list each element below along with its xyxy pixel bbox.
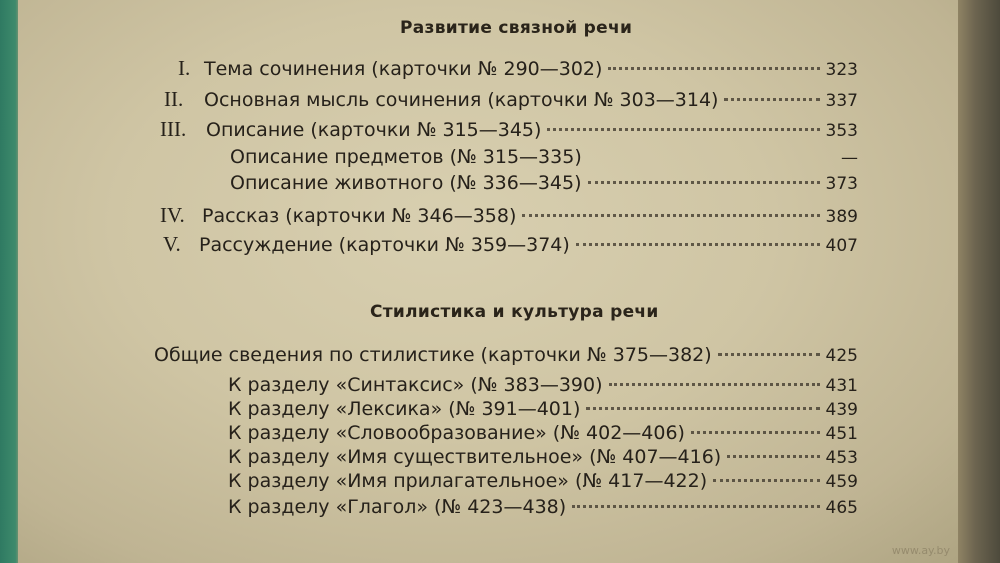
entry-page-number: 407	[825, 236, 858, 256]
toc-subentry	[228, 374, 858, 400]
entry-page-number: 353	[825, 121, 858, 141]
entry-page-number: 451	[825, 424, 858, 444]
entry-page-number: —	[841, 148, 858, 168]
watermark: www.ay.by	[891, 544, 950, 557]
section-heading-speech-development: Развитие связной речи	[400, 18, 633, 38]
dot-leader	[572, 505, 819, 508]
dot-leader	[718, 353, 820, 356]
dot-leader	[609, 383, 820, 386]
entry-title: К разделу «Словообразование» (№ 402—406)	[228, 422, 685, 444]
dot-leader	[547, 128, 819, 131]
dot-leader	[691, 431, 820, 434]
entry-number: IV.	[160, 203, 185, 227]
entry-number: I.	[178, 56, 191, 80]
toc-subentry	[230, 172, 858, 198]
entry-number: II.	[164, 87, 184, 111]
toc-entry	[178, 56, 858, 82]
entry-title: Описание животного (№ 336—345)	[230, 172, 582, 194]
toc-entry	[164, 87, 858, 113]
entry-page-number: 389	[825, 207, 858, 227]
toc-entry	[163, 232, 858, 258]
entry-title: К разделу «Имя существительное» (№ 407—416)	[228, 446, 722, 468]
entry-title: Описание (карточки № 315—345)	[206, 119, 542, 141]
dot-leader	[713, 479, 819, 482]
entry-number: III.	[160, 117, 187, 141]
dot-leader	[724, 98, 819, 101]
entry-page-number: 453	[825, 448, 858, 468]
dot-leader	[576, 243, 820, 246]
entry-page-number: 459	[825, 472, 858, 492]
toc-subentry	[228, 496, 858, 522]
toc-entry	[160, 117, 858, 143]
toc-subentry	[228, 470, 858, 496]
toc-subentry	[228, 422, 858, 448]
section-heading-stylistics: Стилистика и культура речи	[370, 302, 659, 322]
entry-title: К разделу «Синтаксис» (№ 383—390)	[228, 374, 603, 396]
toc-entry	[154, 344, 858, 370]
entry-title: Рассуждение (карточки № 359—374)	[199, 234, 570, 256]
book-spine-right	[958, 0, 1000, 563]
entry-title: Общие сведения по стилистике (карточки № 375—382)	[154, 344, 712, 366]
entry-title: К разделу «Глагол» (№ 423—438)	[228, 496, 567, 518]
toc-subentry	[230, 146, 858, 172]
entry-title: Рассказ (карточки № 346—358)	[202, 205, 517, 227]
dot-leader	[608, 67, 819, 70]
entry-page-number: 337	[825, 91, 858, 111]
book-page	[18, 0, 963, 563]
entry-page-number: 425	[825, 346, 858, 366]
toc-entry	[160, 203, 858, 229]
entry-title: Тема сочинения (карточки № 290—302)	[204, 58, 603, 80]
dot-leader	[727, 455, 819, 458]
entry-title: Описание предметов (№ 315—335)	[230, 146, 582, 168]
dot-leader	[522, 214, 819, 217]
dot-leader	[586, 407, 819, 410]
entry-page-number: 465	[825, 498, 858, 518]
dot-leader	[588, 181, 820, 184]
entry-page-number: 439	[825, 400, 858, 420]
entry-number: V.	[163, 232, 181, 256]
entry-title: К разделу «Имя прилагательное» (№ 417—422)	[228, 470, 708, 492]
entry-page-number: 373	[825, 174, 858, 194]
entry-title: Основная мысль сочинения (карточки № 303—314)	[204, 89, 719, 111]
entry-page-number: 323	[825, 60, 858, 80]
toc-subentry	[228, 398, 858, 424]
entry-title: К разделу «Лексика» (№ 391—401)	[228, 398, 581, 420]
entry-page-number: 431	[825, 376, 858, 396]
toc-subentry	[228, 446, 858, 472]
